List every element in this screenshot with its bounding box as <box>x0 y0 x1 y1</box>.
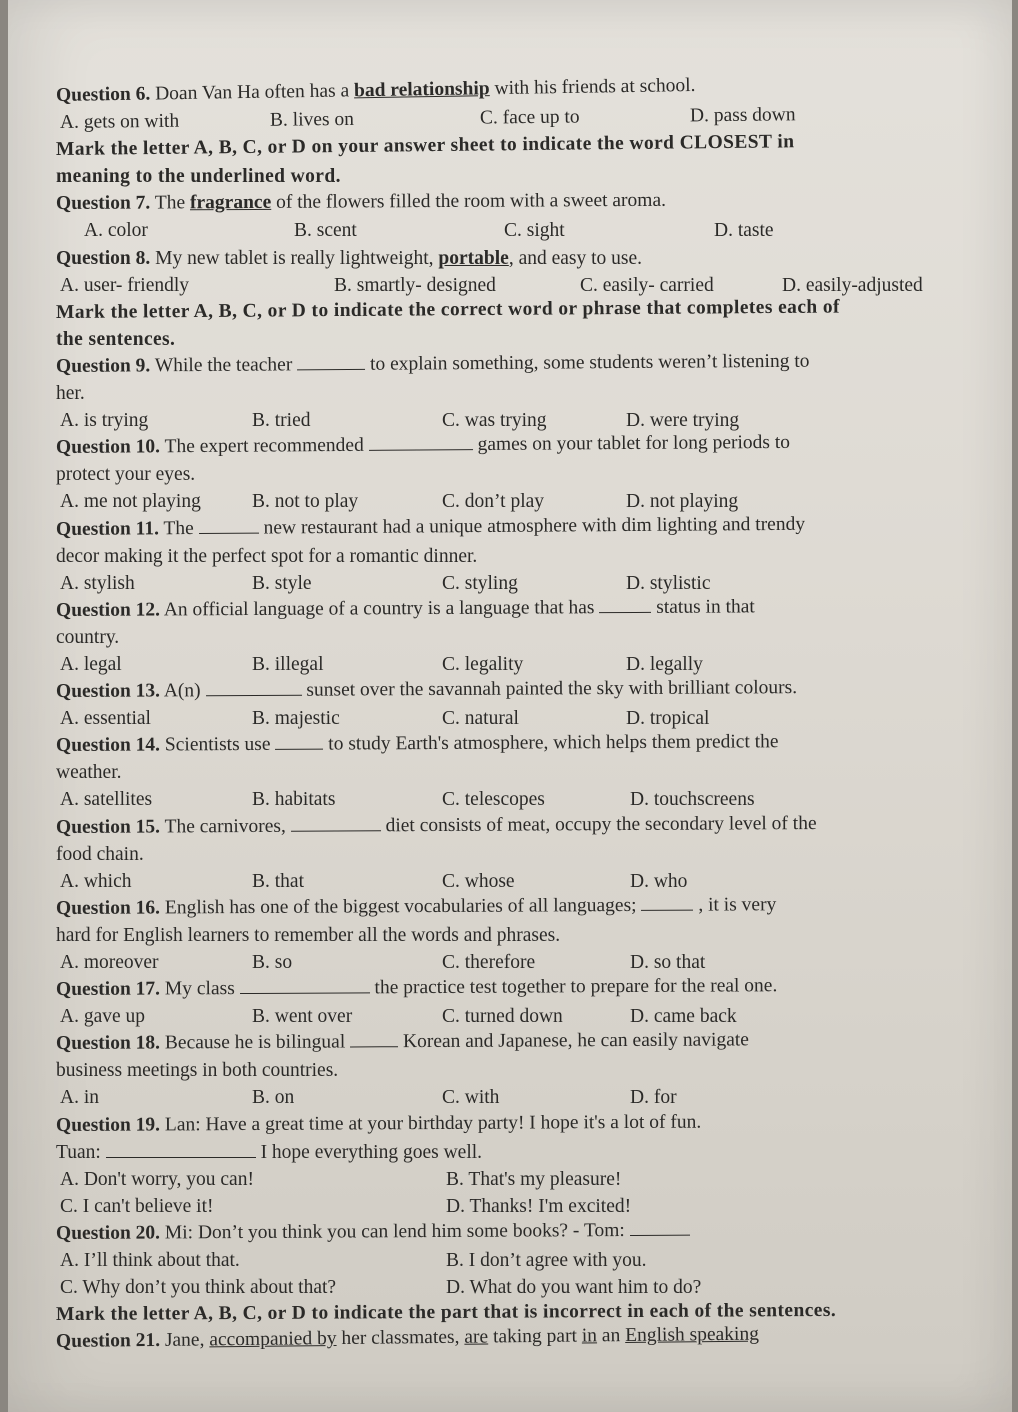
question-text: An official language of a country is a language that has <box>163 596 600 621</box>
question-number: Question 15. <box>55 815 161 838</box>
option-c[interactable]: C. face up to <box>479 106 580 129</box>
option-a[interactable]: A. which <box>60 870 132 892</box>
option-b[interactable]: B. that <box>252 870 304 892</box>
question-7 <box>56 185 996 217</box>
question-text: , and easy to use. <box>508 247 643 269</box>
question-text: with his friends at school. <box>489 74 696 100</box>
option-c[interactable]: C. sight <box>504 220 565 242</box>
question-number: Question 14. <box>55 734 161 757</box>
instruction-complete: Mark the letter A, B, C, or D to indicate the correct word or phrase that completes each of <box>55 296 840 323</box>
underlined-part-c[interactable]: in <box>581 1325 598 1347</box>
option-d[interactable]: D. stylistic <box>626 572 711 594</box>
question-text: My class <box>164 978 240 1000</box>
question-text: The expert recommended <box>164 435 369 458</box>
option-a[interactable]: A. user- friendly <box>60 274 190 296</box>
answer-blank <box>199 514 259 533</box>
option-d[interactable]: D. tropical <box>626 708 710 730</box>
option-d[interactable]: D. who <box>630 870 688 892</box>
option-d[interactable]: D. Thanks! I'm excited! <box>446 1195 632 1217</box>
option-a[interactable]: A. color <box>84 220 148 242</box>
question-20 <box>56 1215 996 1247</box>
option-c[interactable]: C. telescopes <box>442 789 545 811</box>
answer-blank <box>350 1028 398 1047</box>
option-b[interactable]: B. scent <box>294 220 357 242</box>
question-text: to study Earth's atmosphere, which helps them predict the <box>323 731 779 755</box>
option-c[interactable]: C. natural <box>442 708 519 730</box>
option-b[interactable]: B. lives on <box>269 108 355 131</box>
question-text: to explain something, some students weren’t listening to <box>365 350 810 375</box>
option-a[interactable]: A. gets on with <box>59 110 180 134</box>
question-text: taking part <box>488 1325 582 1348</box>
question-text: Mi: Don’t you think you can lend him some books? - Tom: <box>164 1219 630 1244</box>
option-c[interactable]: C. legality <box>442 653 524 675</box>
option-c[interactable]: C. I can't believe it! <box>60 1195 214 1217</box>
question-text: Korean and Japanese, he can easily navigate <box>398 1029 749 1053</box>
question-15 <box>56 809 996 841</box>
option-a[interactable]: A. me not playing <box>60 491 201 513</box>
question-17 <box>56 971 996 1003</box>
question-number: Question 8. <box>56 247 151 269</box>
option-c[interactable]: C. Why don’t you think about that? <box>60 1277 337 1299</box>
question-14 <box>56 727 996 759</box>
exam-content <box>55 74 996 1355</box>
option-b[interactable]: B. smartly- designed <box>334 274 496 296</box>
question-text: My new tablet is really lightweight, <box>155 247 439 269</box>
underlined-part-d[interactable]: English speaking <box>625 1323 760 1347</box>
option-c[interactable]: C. was trying <box>442 410 547 432</box>
option-a[interactable]: A. in <box>60 1087 99 1109</box>
option-c[interactable]: C. therefore <box>442 952 536 973</box>
option-d[interactable]: D. for <box>630 1087 677 1109</box>
question-text: Doan Van Ha often has a <box>154 80 355 105</box>
question-16 <box>56 890 996 922</box>
question-text: diet consists of meat, occupy the secondary level of the <box>380 812 817 836</box>
question-10 <box>56 428 996 462</box>
underlined-phrase: bad relationship <box>353 78 490 102</box>
option-c[interactable]: C. whose <box>442 870 515 892</box>
option-c[interactable]: C. turned down <box>442 1006 563 1028</box>
option-d[interactable]: D. easily-adjusted <box>782 274 923 296</box>
option-a[interactable]: A. gave up <box>60 1006 146 1028</box>
question-text: The carnivores, <box>164 815 291 837</box>
option-c[interactable]: C. don’t play <box>442 491 545 513</box>
answer-blank <box>275 731 323 750</box>
option-d[interactable]: D. taste <box>714 220 774 242</box>
question-text: The <box>163 517 199 539</box>
answer-blank <box>205 677 301 697</box>
question-text: The <box>154 192 191 214</box>
question-number: Question 9. <box>55 355 151 377</box>
question-number: Question 13. <box>55 680 161 703</box>
question-19-response <box>56 1139 996 1166</box>
option-d[interactable]: D. were trying <box>626 410 740 432</box>
question-number: Question 11. <box>55 517 160 540</box>
option-d[interactable]: D. came back <box>630 1006 737 1028</box>
option-d[interactable]: D. so that <box>630 952 706 973</box>
question-12 <box>56 592 996 624</box>
option-d[interactable]: D. touchscreens <box>630 789 755 811</box>
option-b[interactable]: B. not to play <box>252 491 359 513</box>
question-text: A(n) <box>163 680 206 702</box>
option-a[interactable]: A. legal <box>60 653 122 675</box>
option-d[interactable]: D. legally <box>626 653 703 675</box>
question-text: status in that <box>651 596 755 618</box>
option-a[interactable]: A. I’ll think about that. <box>60 1250 240 1272</box>
question-text: Jane, <box>164 1329 210 1352</box>
question-16-cont: hard for English learners to remember all the words and phrases. <box>56 924 561 946</box>
option-b[interactable]: B. tried <box>252 410 311 432</box>
question-12-cont: country. <box>56 626 120 648</box>
question-number: Question 10. <box>55 436 161 459</box>
answer-blank <box>641 891 693 910</box>
question-number: Question 7. <box>55 192 151 215</box>
answer-blank <box>630 1217 690 1236</box>
option-a[interactable]: A. stylish <box>60 572 135 594</box>
question-number: Question 18. <box>55 1032 161 1055</box>
question-text: sunset over the savannah painted the sky with brilliant colours. <box>301 677 798 701</box>
answer-blank <box>240 974 370 994</box>
question-11-cont: decor making it the perfect spot for a romantic dinner. <box>56 545 478 567</box>
option-a[interactable]: A. moreover <box>60 952 159 973</box>
exam-sheet <box>8 0 1012 1412</box>
option-b[interactable]: B. on <box>252 1087 295 1109</box>
question-text: games on your tablet for long periods to <box>472 432 791 456</box>
answer-blank <box>369 431 473 451</box>
question-text: Because he is bilingual <box>164 1031 351 1054</box>
question-10-cont: protect your eyes. <box>56 464 196 486</box>
instruction-closest-cont: meaning to the underlined word. <box>56 166 341 188</box>
question-text: English has one of the biggest vocabularies of all languages; <box>164 894 642 919</box>
question-14-cont: weather. <box>56 762 122 784</box>
option-b[interactable]: B. majestic <box>252 708 340 730</box>
underlined-part-a[interactable]: accompanied by <box>209 1328 337 1351</box>
question-text: her classmates, <box>336 1327 465 1350</box>
option-d[interactable]: D. pass down <box>689 104 796 127</box>
instruction-complete-cont: the sentences. <box>56 328 176 350</box>
options-q19-row1 <box>56 1166 996 1193</box>
question-number: Question 6. <box>55 83 151 106</box>
option-b[interactable]: B. habitats <box>252 789 336 811</box>
instruction-incorrect: Mark the letter A, B, C, or D to indicate the part that is incorrect in each of the sentences. <box>55 1300 837 1326</box>
option-b[interactable]: B. style <box>252 572 312 594</box>
question-9 <box>56 346 996 380</box>
speaker-label: Tuan: <box>56 1141 106 1163</box>
question-text: of the flowers filled the room with a sweet aroma. <box>271 190 667 214</box>
option-a[interactable]: A. is trying <box>60 410 149 432</box>
option-b[interactable]: B. That's my pleasure! <box>446 1168 622 1190</box>
question-number: Question 16. <box>55 897 161 919</box>
question-9-cont: her. <box>56 383 85 405</box>
question-text: Scientists use <box>164 734 276 756</box>
answer-blank <box>297 351 365 370</box>
options-q7 <box>56 217 996 244</box>
question-text: an <box>596 1325 626 1347</box>
question-15-cont: food chain. <box>56 843 144 865</box>
options-q20-row1 <box>56 1247 996 1274</box>
question-18 <box>56 1025 996 1057</box>
question-8 <box>56 245 996 272</box>
option-b[interactable]: B. went over <box>252 1006 353 1028</box>
option-c[interactable]: C. easily- carried <box>580 274 714 296</box>
underlined-part-b[interactable]: are <box>464 1326 489 1349</box>
option-a[interactable]: A. satellites <box>60 789 153 811</box>
option-d[interactable]: D. What do you want him to do? <box>446 1277 702 1299</box>
option-b[interactable]: B. I don’t agree with you. <box>446 1250 647 1272</box>
answer-blank <box>106 1139 256 1158</box>
option-d[interactable]: D. not playing <box>626 491 739 513</box>
option-c[interactable]: C. with <box>442 1087 500 1109</box>
option-a[interactable]: A. essential <box>60 708 151 730</box>
option-b[interactable]: B. illegal <box>252 653 324 675</box>
question-number: Question 17. <box>55 978 161 1001</box>
question-number: Question 20. <box>55 1222 161 1244</box>
question-19 <box>56 1107 996 1139</box>
instruction-closest: Mark the letter A, B, C, or D on your answer sheet to indicate the word CLOSEST in <box>55 131 795 161</box>
question-18-cont: business meetings in both countries. <box>56 1060 339 1082</box>
answer-blank <box>291 812 381 831</box>
option-a[interactable]: A. Don't worry, you can! <box>60 1168 254 1190</box>
question-text: the practice test together to prepare for the real one. <box>369 975 778 999</box>
question-13 <box>56 673 996 705</box>
question-number: Question 19. <box>55 1114 161 1136</box>
question-text: , it is very <box>693 894 777 916</box>
underlined-phrase: portable <box>438 247 509 269</box>
question-number: Question 12. <box>55 599 161 621</box>
question-text: Lan: Have a great time at your birthday party! I hope it's a lot of fun. <box>164 1111 702 1135</box>
option-b[interactable]: B. so <box>252 952 293 973</box>
underlined-phrase: fragrance <box>189 192 272 214</box>
answer-blank <box>599 594 651 613</box>
question-text: I hope everything goes well. <box>255 1141 483 1163</box>
question-text: While the teacher <box>154 354 298 377</box>
option-c[interactable]: C. styling <box>442 572 518 594</box>
question-text: new restaurant had a unique atmosphere with dim lighting and trendy <box>258 513 806 539</box>
question-number: Question 21. <box>55 1330 161 1353</box>
